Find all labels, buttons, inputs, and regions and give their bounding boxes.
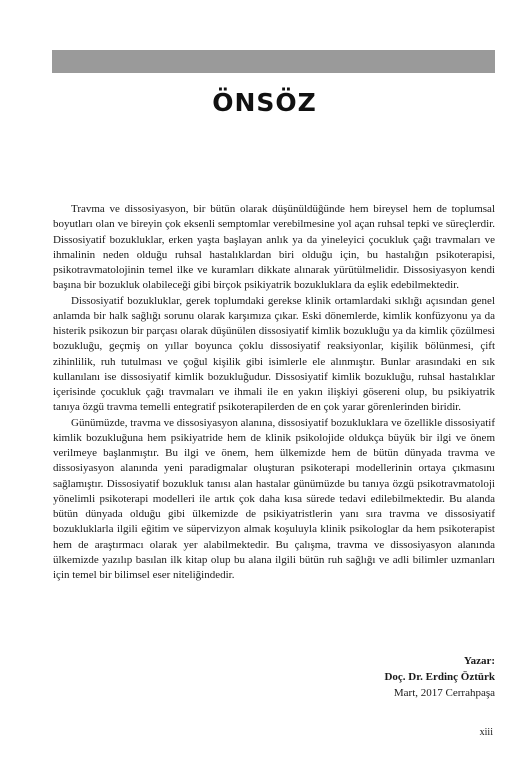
author-label: Yazar: (463, 655, 495, 667)
signature-block (384, 653, 495, 701)
paragraph-1: Travma ve dissosiyasyon, bir bütün olarak düşünüldüğünde hem bireysel hem de toplumsal boyutları olan ve bireyin çok eksenli semptomlar verebilmesine yol açan ruhsal tepki ve süreçlerdir. Dissosiyatif bozukluklar, erken yaşta başlayan anlık ya da yineleyici çocukluk çağı travmaları ve ihmalinin neden olduğu ruhsal hastalıklardan biri olduğu için, bu hastalığın psikoterapisi, psikotravmatolojinin temel ilke ve kuramları dikkate alınarak yürütülmelidir. Dissosiyasyon kendi başına bir bozukluk olabileceği gibi birçok psikiyatrik bozukluklara da eşlik edebilmektedir. (53, 203, 495, 292)
page-title: ÖNSÖZ (212, 88, 317, 117)
page-number: xiii (479, 727, 493, 738)
body-text (53, 202, 495, 583)
header-bar (52, 50, 495, 73)
date-place: Mart, 2017 Cerrahpaşa (393, 687, 495, 699)
paragraph-3: Günümüzde, travma ve dissosiyasyon alanına, dissosiyatif bozukluklara ve özellikle dissosiyatif kimlik bozukluğuna hem psikiyatride hem de klinik psikolojide oldukça büyük bir ilgi ve önem verilmeye başlanmıştır. Bu ilgi ve önem, hem ülkemizde hem de bütün dünyada travma ve dissosiyasyon alanında yeni paradigmalar oluşturan psikoterapi modellerinin ortaya çıkmasını sağlamıştır. Dissosiyatif bozukluk tanısı alan hastalar günümüzde bu tanıya özgü psikotravmatoloji yönelimli psikoterapi modelleri ile artık çok daha kısa sürede tedavi edilebilmektedir. Bu alanda bütün dünyada olduğu gibi ülkemizde de psikiyatristlerin yanı sıra travma ve dissosiyatif bozukluklarla ilgili eğitim ve süpervizyon almak koşuluyla klinik psikologlar da hem psikoterapist hem de araştırmacı olarak yer alabilmektedir. Bu çalışma, travma ve dissosiyasyon alanında ülkemizde yazılıp basılan ilk kitap olup bu alana ilgili bütün ruh sağlığı ve adli bilimler uzmanları için temel bir bilimsel eser niteliğindedir. (53, 416, 495, 581)
paragraph-2: Dissosiyatif bozukluklar, gerek toplumdaki gerekse klinik ortamlardaki sıklığı açısından genel anlamda bir halk sağlığı sorunu olarak karşımıza çıkar. Eski dönemlerde, kimlik konfüzyonu ya da histerik psikozun bir parçası olarak düşünülen dissosiyatif kimlik bozukluğu ya da kimlik çözülmesi bozukluğu, geçmiş on yıllar boyunca çoklu dissosiyatif reaksiyonlar, kişilik bölünmesi, çift zihinlilik, ruh tutulması ve çoğul kişilik gibi isimlerle ele alınmıştır. Bunlar arasındaki en sık kullanılanı ise dissosiyatif kimlik bozukluğudur. Dissosiyatif kimlik bozukluğu, ruhsal hastalıklar içerisinde çocukluk çağı travmaları ve ihmali ile en yakın ilişkiyi gösereni olup, bu psikiyatrik tanıya özgü travma temelli entegratif psikoterapilerden de en çok yarar görenlerinden biridir. (53, 294, 495, 414)
author-name: Doç. Dr. Erdinç Öztürk (384, 671, 495, 683)
